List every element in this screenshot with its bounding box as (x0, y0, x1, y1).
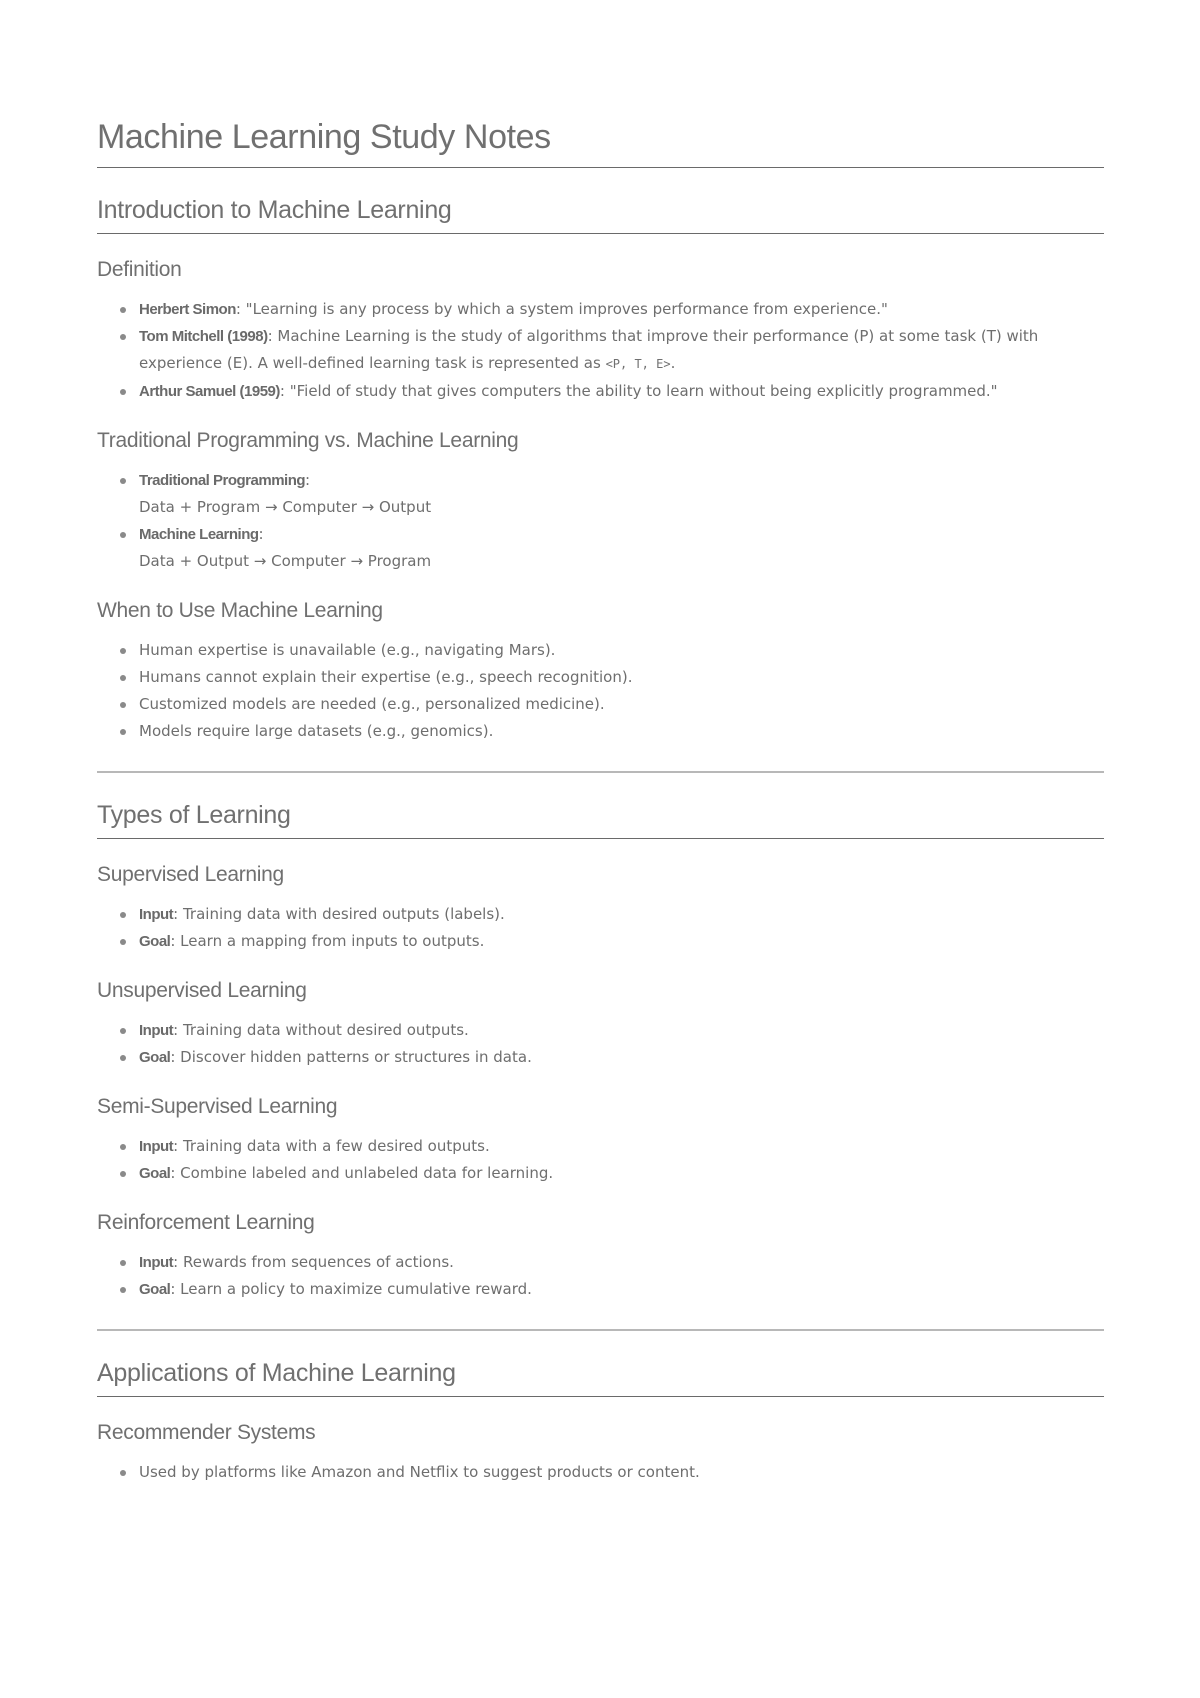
item-term: Input (139, 906, 174, 923)
item-text-tail: . (670, 354, 676, 372)
list-item (139, 378, 1104, 405)
item-term: Tom Mitchell (1998) (139, 328, 268, 345)
subsection-heading-traditional-vs-ml: Traditional Programming vs. Machine Learning (97, 429, 519, 452)
reinforcement-list (97, 1249, 1104, 1303)
item-term: Traditional Programming (139, 472, 306, 489)
list-item (139, 928, 1104, 955)
list-item (139, 521, 1104, 575)
item-text: : Training data with a few desired outputs. (173, 1137, 490, 1155)
unsupervised-list (97, 1017, 1104, 1071)
list-item (139, 1133, 1104, 1160)
item-term: Input (139, 1022, 174, 1039)
item-text: : Combine labeled and unlabeled data for learning. (170, 1164, 554, 1182)
item-text: : Discover hidden patterns or structures in data. (170, 1048, 532, 1066)
list-item: Customized models are needed (e.g., personalized medicine). (139, 691, 1104, 718)
list-item (139, 1276, 1104, 1303)
item-term: Herbert Simon (139, 301, 236, 318)
list-item (139, 1160, 1104, 1187)
item-term: Goal (139, 933, 171, 950)
list-item: Human expertise is unavailable (e.g., navigating Mars). (139, 637, 1104, 664)
list-item (139, 1249, 1104, 1276)
subsection-heading-unsupervised: Unsupervised Learning (97, 979, 307, 1002)
item-text: : "Learning is any process by which a system improves performance from experience." (235, 300, 888, 318)
section-heading-applications: Applications of Machine Learning (97, 1359, 1104, 1397)
traditional-vs-ml-list (97, 467, 1104, 575)
list-item (139, 296, 1104, 323)
item-text: : Training data with desired outputs (labels). (173, 905, 505, 923)
subsection-heading-reinforcement: Reinforcement Learning (97, 1211, 315, 1234)
item-term: Goal (139, 1281, 171, 1298)
list-item (139, 1017, 1104, 1044)
item-term: Machine Learning (139, 526, 259, 543)
section-heading-intro: Introduction to Machine Learning (97, 196, 1104, 234)
subsection-heading-recommender: Recommender Systems (97, 1421, 316, 1444)
subsection-heading-supervised: Supervised Learning (97, 863, 284, 886)
item-term: Input (139, 1254, 174, 1271)
subsection-heading-definition: Definition (97, 258, 182, 281)
subsection-heading-semi-supervised: Semi-Supervised Learning (97, 1095, 338, 1118)
item-text: : Rewards from sequences of actions. (173, 1253, 454, 1271)
list-item (139, 1044, 1104, 1071)
item-term: Goal (139, 1049, 171, 1066)
definition-list (97, 296, 1104, 405)
supervised-list (97, 901, 1104, 955)
when-to-use-list (97, 637, 1104, 745)
section-divider (97, 1329, 1104, 1331)
recommender-list (97, 1459, 1104, 1486)
item-term: Arthur Samuel (1959) (139, 383, 280, 400)
list-item: Humans cannot explain their expertise (e.g., speech recognition). (139, 664, 1104, 691)
flow-text: Data + Output → Computer → Program (139, 552, 432, 570)
item-separator: : (305, 471, 311, 489)
list-item (139, 323, 1104, 378)
item-text: : Machine Learning is the study of algorithms that improve their performance (P) at some task (T) with experience (E). A well-defined learning task is represented as (139, 327, 1039, 372)
item-separator: : (258, 525, 264, 543)
section-divider (97, 771, 1104, 773)
list-item (139, 901, 1104, 928)
page-title: Machine Learning Study Notes (97, 118, 1104, 168)
item-term: Input (139, 1138, 174, 1155)
item-term: Goal (139, 1165, 171, 1182)
item-text: : Learn a mapping from inputs to outputs. (170, 932, 485, 950)
flow-text: Data + Program → Computer → Output (139, 498, 432, 516)
item-text: : Learn a policy to maximize cumulative reward. (170, 1280, 532, 1298)
item-text: : "Field of study that gives computers the ability to learn without being explicitly programmed." (279, 382, 998, 400)
item-text: : Training data without desired outputs. (173, 1021, 469, 1039)
list-item (139, 467, 1104, 521)
subsection-heading-when-to-use: When to Use Machine Learning (97, 599, 383, 622)
inline-code: <P, T, E> (605, 357, 671, 371)
section-heading-types: Types of Learning (97, 801, 1104, 839)
semi-supervised-list (97, 1133, 1104, 1187)
list-item: Used by platforms like Amazon and Netflix to suggest products or content. (139, 1459, 1104, 1486)
list-item: Models require large datasets (e.g., genomics). (139, 718, 1104, 745)
